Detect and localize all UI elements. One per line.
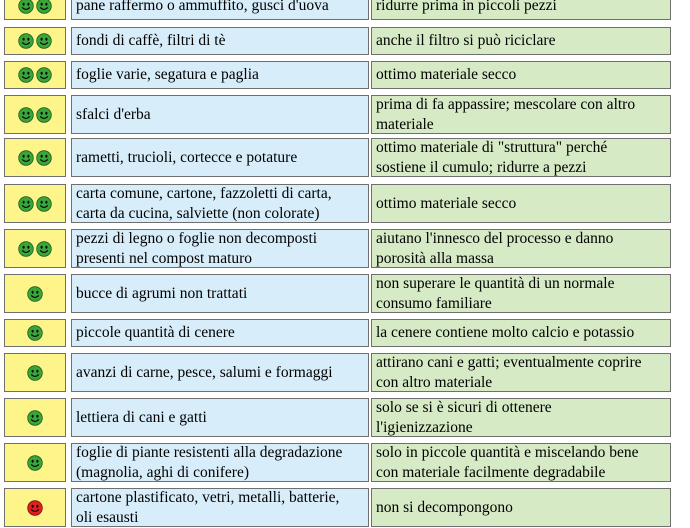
note-cell <box>371 488 671 527</box>
material-text: avanzi di carne, pesce, salumi e formaggi <box>76 363 333 381</box>
note-text: prima di fa appassire; mescolare con altro materiale <box>376 95 636 133</box>
material-cell <box>71 443 369 482</box>
smiley-green-icon <box>36 241 52 257</box>
material-cell <box>71 319 369 347</box>
material-text: foglie varie, segatura e paglia <box>76 66 259 83</box>
rating-cell <box>4 398 66 437</box>
material-cell <box>71 0 369 20</box>
material-text: foglie di piante resistenti alla degradazione (magnolia, aghi di conifere) <box>76 443 343 481</box>
note-text: aiutano l'innesco del processo e danno porosità alla massa <box>376 229 614 267</box>
note-text: ottimo materiale di "struttura" perché sostiene il cumulo; ridurre a pezzi <box>376 138 608 176</box>
material-text: cartone plastificato, vetri, metalli, batterie, oli esausti <box>76 488 340 526</box>
smiley-green-icon <box>27 286 43 302</box>
note-text: solo in piccole quantità e miscelando bene con materiale facilmente degradabile <box>376 443 639 481</box>
note-cell <box>371 27 671 55</box>
smiley-green-icon <box>36 107 52 123</box>
note-text: anche il filtro si può riciclare <box>376 32 556 49</box>
material-text: pezzi di legno o foglie non decomposti presenti nel compost maturo <box>76 229 318 267</box>
table-row <box>0 229 690 268</box>
note-cell <box>371 319 671 347</box>
rating-cell <box>4 319 66 347</box>
smiley-green-icon <box>36 67 52 83</box>
note-text: la cenere contiene molto calcio e potassio <box>376 324 635 341</box>
smiley-green-icon <box>27 325 43 341</box>
note-text: attirano cani e gatti; eventualmente coprire con altro materiale <box>376 353 642 391</box>
material-text: pane raffermo o ammuffito, gusci d'uova <box>76 0 329 14</box>
smiley-green-icon <box>18 33 34 49</box>
material-text: rametti, trucioli, cortecce e potature <box>76 148 298 166</box>
table-row <box>0 61 690 89</box>
rating-cell <box>4 443 66 482</box>
table-row <box>0 95 690 134</box>
smiley-green-icon <box>18 67 34 83</box>
material-cell <box>71 27 369 55</box>
smiley-green-icon <box>18 241 34 257</box>
material-cell <box>71 353 369 392</box>
smiley-green-icon <box>18 0 34 14</box>
table-row <box>0 319 690 347</box>
table-row <box>0 488 690 527</box>
table-row <box>0 0 690 20</box>
note-cell <box>371 398 671 437</box>
note-text: ridurre prima in piccoli pezzi <box>376 0 557 14</box>
material-text: fondi di caffè, filtri di tè <box>76 32 226 49</box>
note-text: solo se si è sicuri di ottenere l'igienizzazione <box>376 398 552 436</box>
material-cell <box>71 184 369 223</box>
rating-cell <box>4 184 66 223</box>
rating-cell <box>4 27 66 55</box>
material-cell <box>71 229 369 268</box>
material-text: sfalci d'erba <box>76 105 151 123</box>
rating-cell <box>4 95 66 134</box>
smiley-green-icon <box>27 455 43 471</box>
note-cell <box>371 61 671 89</box>
table-row <box>0 274 690 313</box>
note-cell <box>371 353 671 392</box>
rating-cell <box>4 353 66 392</box>
note-cell <box>371 274 671 313</box>
rating-cell <box>4 274 66 313</box>
smiley-green-icon <box>27 365 43 381</box>
smiley-red-icon <box>27 500 43 516</box>
material-cell <box>71 398 369 437</box>
smiley-green-icon <box>36 33 52 49</box>
note-cell <box>371 95 671 134</box>
smiley-green-icon <box>36 0 52 14</box>
rating-cell <box>4 138 66 177</box>
material-text: bucce di agrumi non trattati <box>76 284 248 302</box>
material-cell <box>71 61 369 89</box>
smiley-green-icon <box>18 107 34 123</box>
table-row <box>0 443 690 482</box>
table-row <box>0 27 690 55</box>
material-text: carta comune, cartone, fazzoletti di carta, carta da cucina, salviette (non colorate) <box>76 184 332 222</box>
note-text: non si decompongono <box>376 498 513 516</box>
material-cell <box>71 274 369 313</box>
material-cell <box>71 488 369 527</box>
note-text: ottimo materiale secco <box>376 66 517 83</box>
note-cell <box>371 138 671 177</box>
material-text: piccole quantità di cenere <box>76 324 235 341</box>
smiley-green-icon <box>18 150 34 166</box>
material-cell <box>71 138 369 177</box>
material-cell <box>71 95 369 134</box>
note-text: non superare le quantità di un normale consumo familiare <box>376 274 615 312</box>
rating-cell <box>4 229 66 268</box>
smiley-green-icon <box>36 150 52 166</box>
note-cell <box>371 443 671 482</box>
rating-cell <box>4 488 66 527</box>
note-cell <box>371 229 671 268</box>
table-row <box>0 353 690 392</box>
table-row <box>0 184 690 223</box>
rating-cell <box>4 0 66 20</box>
note-cell <box>371 0 671 20</box>
note-text: ottimo materiale secco <box>376 194 517 212</box>
rating-cell <box>4 61 66 89</box>
table-row <box>0 398 690 437</box>
table-row <box>0 138 690 177</box>
smiley-green-icon <box>27 410 43 426</box>
smiley-green-icon <box>18 196 34 212</box>
material-text: lettiera di cani e gatti <box>76 408 207 426</box>
smiley-green-icon <box>36 196 52 212</box>
note-cell <box>371 184 671 223</box>
